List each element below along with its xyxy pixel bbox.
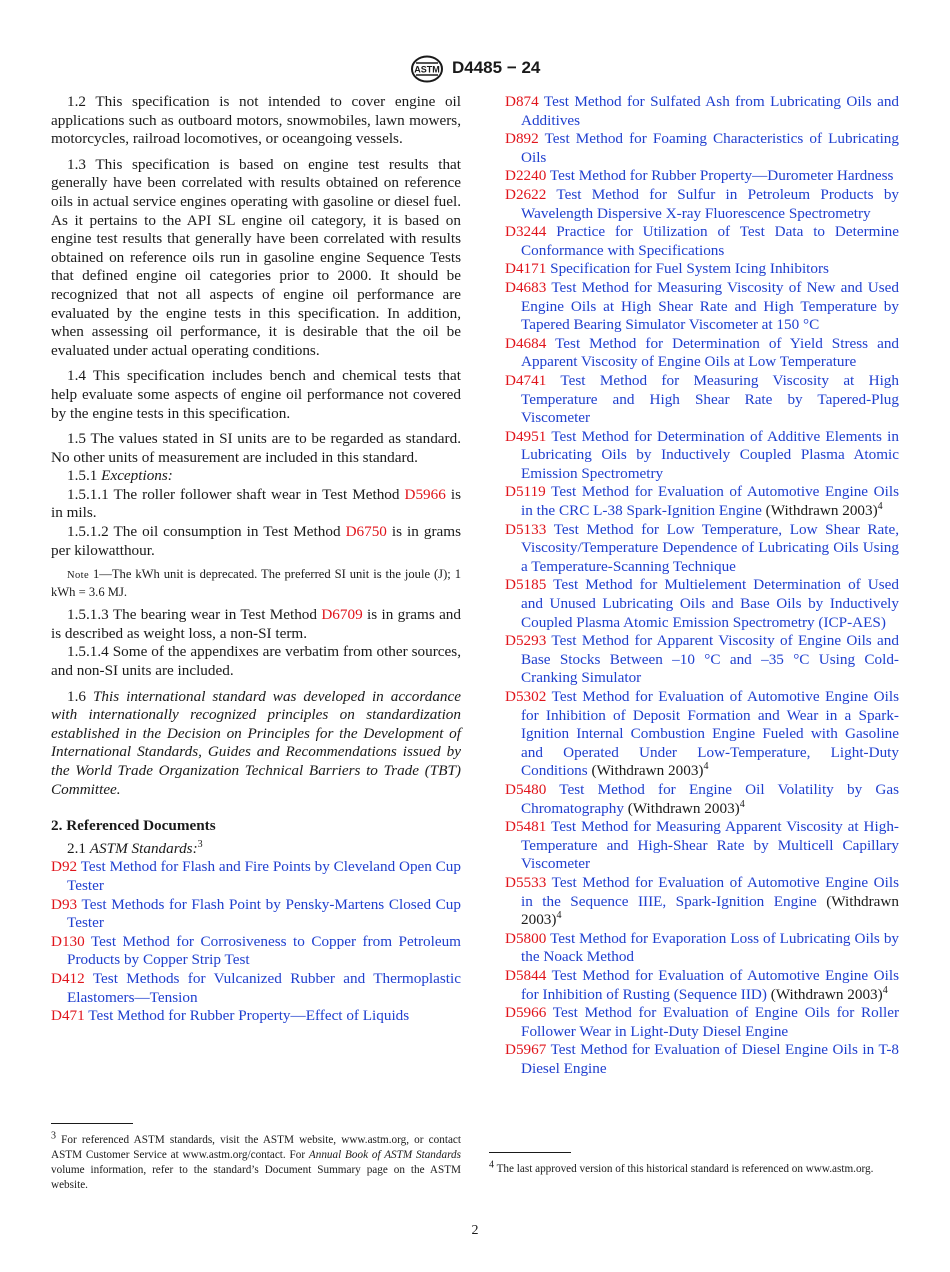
reference-code[interactable]: D130 (51, 932, 85, 950)
reference-title[interactable]: Test Method for Sulfated Ash from Lubricating Oils and Additives (521, 93, 900, 129)
reference-title[interactable]: Test Method for Apparent Viscosity of Engine Oils and Base Stocks Between –10 °C and –35 °C Using Cold-Cranking Simulator (521, 632, 899, 687)
paragraph-1-5-1-3-post: is in grams and is described as weight loss, a non-SI term. (51, 606, 461, 642)
reference-code[interactable]: D412 (51, 969, 85, 987)
note-1 (51, 566, 461, 600)
section-2-heading: 2. Referenced Documents (51, 817, 216, 835)
reference-item[interactable] (505, 130, 899, 167)
note-text: 1—The kWh unit is deprecated. The preferred SI unit is the joule (J); 1 kWh = 3.6 MJ. (51, 567, 461, 600)
reference-code[interactable]: D5533 (505, 873, 547, 891)
paragraph-1-5-1-1 (51, 486, 461, 523)
reference-item[interactable] (505, 781, 899, 818)
footnote-4-marker: 4 (489, 1159, 494, 1171)
withdrawn-note: (Withdrawn 2003) (521, 892, 899, 929)
reference-item[interactable] (505, 483, 899, 520)
reference-item[interactable] (505, 632, 899, 688)
withdrawn-note: (Withdrawn 2003) (761, 502, 878, 520)
footnote-3-italic: Annual Book of ASTM Standards (308, 1149, 461, 1161)
paragraph-2-1-text: ASTM Standards: (89, 839, 198, 857)
reference-code[interactable]: D4951 (505, 427, 547, 445)
paragraph-1-5-1-1-post: is in mils. (51, 485, 461, 522)
reference-item[interactable] (505, 335, 899, 372)
paragraph-1-5-1-2 (51, 523, 461, 560)
paragraph-2-1 (51, 840, 461, 859)
reference-item[interactable] (505, 818, 899, 874)
reference-title[interactable]: Test Method for Evaluation of Automotive Engine Oils for Inhibition of Rusting (Sequence IID) (521, 966, 899, 1003)
footnote-ref-4: 4 (703, 761, 709, 773)
reference-code[interactable]: D892 (505, 130, 539, 148)
left-column (51, 93, 461, 1026)
reference-code[interactable]: D5844 (505, 966, 547, 984)
reference-code[interactable]: D5481 (505, 818, 547, 836)
reference-code[interactable]: D5293 (505, 632, 547, 650)
paragraph-1-5-1-1-pre: 1.5.1.1 The roller follower shaft wear in Test Method (67, 485, 405, 503)
paragraph-1-5: 1.5 The values stated in SI units are to be regarded as standard. No other units of measurement are included in this standard. (51, 430, 461, 466)
reference-item[interactable] (505, 688, 899, 781)
reference-title[interactable]: Test Method for Multielement Determination of Used and Unused Lubricating Oils and Base Oils by Inductively Coupled Plasma Atomic Emission Spectrometry (ICP-AES) (521, 576, 899, 631)
reference-title[interactable]: Test Method for Evaluation of Diesel Engine Oils in T-8 Diesel Engine (521, 1041, 899, 1077)
reference-item[interactable] (505, 428, 899, 484)
logo-text: ASTM (414, 64, 440, 75)
reference-title[interactable]: Test Method for Measuring Viscosity of New and Used Engine Oils at High Shear Rate and High Temperature by Tapered Bearing Simulator Viscometer at 150 °C (521, 278, 899, 334)
paragraph-1-4: 1.4 This specification includes bench and chemical tests that help evaluate some aspects of engine oil performance not covered by the engine tests in this specification. (51, 367, 461, 422)
link-d6750[interactable]: D6750 (345, 523, 387, 541)
reference-code[interactable]: D874 (505, 93, 539, 110)
footnote-ref-4: 4 (882, 984, 888, 996)
left-reference-list (51, 858, 461, 1025)
reference-code[interactable]: D5966 (505, 1004, 547, 1022)
reference-title[interactable]: Test Method for Corrosiveness to Copper from Petroleum Products by Copper Strip Test (67, 932, 461, 969)
reference-title[interactable]: Test Method for Rubber Property—Effect of Liquids (88, 1007, 410, 1025)
paragraph-1-5-1-3-pre: 1.5.1.3 The bearing wear in Test Method (67, 606, 322, 624)
document-id: D4485 − 24 (452, 58, 541, 77)
withdrawn-note: (Withdrawn 2003) (766, 985, 883, 1003)
footnote-ref-4: 4 (739, 798, 745, 810)
reference-code[interactable]: D2240 (505, 167, 547, 185)
footnote-3 (51, 1130, 461, 1193)
reference-title[interactable]: Test Methods for Flash Point by Pensky-Martens Closed Cup Tester (67, 895, 461, 932)
footnote-divider-right (489, 1152, 571, 1153)
paragraph-1-6 (51, 688, 461, 800)
note-label: Note (67, 570, 90, 582)
reference-title[interactable]: Test Method for Low Temperature, Low Shear Rate, Viscosity/Temperature Dependence of Lubricating Oils Using a Temperature-Scanning Technique (521, 520, 900, 575)
reference-title[interactable]: Test Method for Flash and Fire Points by Cleveland Open Cup Tester (67, 858, 461, 894)
reference-item[interactable] (505, 967, 899, 1004)
reference-item[interactable] (505, 1041, 899, 1078)
reference-item[interactable] (51, 970, 461, 1007)
reference-code[interactable]: D5302 (505, 688, 547, 705)
reference-title[interactable]: Test Method for Evaluation of Engine Oils for Roller Follower Wear in Light-Duty Diesel Engine (521, 1004, 899, 1040)
reference-item[interactable] (505, 930, 899, 967)
reference-item[interactable] (505, 576, 899, 632)
reference-code[interactable]: D3244 (505, 223, 547, 241)
reference-item[interactable] (51, 858, 461, 895)
paragraph-1-5-1 (51, 467, 461, 486)
reference-title[interactable]: Test Method for Measuring Apparent Viscosity at High-Temperature and High-Shear Rate by Multicell Capillary Viscometer (521, 818, 899, 873)
reference-title[interactable]: Test Method for Determination of Additive Elements in Lubricating Oils by Inductively Coupled Plasma Atomic Emission Spectrometry (521, 427, 899, 482)
reference-code[interactable]: D471 (51, 1007, 85, 1025)
astm-logo-icon (408, 55, 446, 83)
reference-item[interactable] (505, 874, 899, 930)
reference-code[interactable]: D5133 (505, 520, 547, 538)
reference-title[interactable]: Test Methods for Vulcanized Rubber and Thermoplastic Elastomers—Tension (67, 969, 461, 1006)
reference-item[interactable] (505, 521, 899, 577)
footnote-ref-4: 4 (556, 910, 562, 922)
footnote-3-pre: For referenced ASTM standards, visit the ASTM website, www.astm.org, or contact ASTM Customer Service at www.astm.org/contact. For (51, 1134, 461, 1161)
reference-title[interactable]: Test Method for Measuring Viscosity at High Temperature and High Shear Rate by Tapered-Plug Viscometer (521, 371, 899, 427)
reference-item[interactable] (505, 93, 899, 130)
reference-code[interactable]: D4683 (505, 278, 547, 296)
reference-code[interactable]: D4171 (505, 260, 547, 278)
reference-item[interactable] (505, 167, 899, 186)
reference-code[interactable]: D5967 (505, 1041, 547, 1059)
paragraph-1-6-text: This international standard was developed in accordance with internationally recognized principles on standardization established in the Decision on Principles for the Development of International Standards, Guides and Recommendations issued by the World Trade Organization Technical Barriers to Trade (TBT) Committee. (51, 687, 462, 798)
reference-title[interactable]: Test Method for Sulfur in Petroleum Products by Wavelength Dispersive X-ray Fluorescence Spectrometry (521, 185, 900, 222)
reference-title[interactable]: Test Method for Determination of Yield Stress and Apparent Viscosity of Engine Oils at Low Temperature (521, 334, 900, 371)
reference-item[interactable] (505, 1004, 899, 1041)
reference-title[interactable]: Test Method for Evaluation of Automotive Engine Oils in the Sequence IIIE, Spark-Ignition Engine (521, 873, 899, 910)
reference-code[interactable]: D4741 (505, 371, 547, 389)
paragraph-2-1-number: 2.1 (67, 839, 86, 857)
reference-code[interactable]: D2622 (505, 185, 547, 203)
paragraph-1-6-number: 1.6 (67, 687, 86, 705)
reference-code[interactable]: D5480 (505, 780, 547, 798)
reference-title[interactable]: Test Method for Evaluation of Automotive Engine Oils in the CRC L-38 Spark-Ignition Engine (521, 483, 899, 520)
reference-title[interactable]: Test Method for Rubber Property—Durometer Hardness (549, 167, 894, 185)
reference-item[interactable] (51, 896, 461, 933)
footnote-3-post: volume information, refer to the standard’s Document Summary page on the ASTM website. (51, 1164, 461, 1191)
footnote-4 (489, 1159, 899, 1177)
footnote-ref-4: 4 (877, 501, 883, 512)
right-column (505, 93, 899, 1078)
footnote-divider-left (51, 1123, 133, 1124)
paragraph-1-5-1-2-pre: 1.5.1.2 The oil consumption in Test Method (67, 523, 346, 541)
reference-code[interactable]: D92 (51, 858, 78, 876)
reference-item[interactable] (51, 1007, 461, 1026)
reference-code[interactable]: D93 (51, 895, 78, 913)
right-reference-list (505, 93, 899, 1078)
reference-item[interactable] (505, 279, 899, 335)
reference-code[interactable]: D4684 (505, 334, 547, 352)
page-header (0, 55, 950, 85)
reference-title[interactable]: Test Method for Evaluation of Automotive Engine Oils for Inhibition of Deposit Formation and Wear in a Spark-Ignition Internal Combustion Engine Fueled with Gasoline and Operated Under Low-Temperature, Light-Duty Conditions (521, 688, 899, 780)
reference-title[interactable]: Specification for Fuel System Icing Inhibitors (550, 260, 829, 278)
reference-item[interactable] (505, 186, 899, 223)
reference-item[interactable] (505, 223, 899, 260)
reference-code[interactable]: D5119 (505, 483, 546, 501)
footnote-4-text: The last approved version of this historical standard is referenced on www.astm.org. (494, 1163, 874, 1175)
paragraph-1-5-1-4: 1.5.1.4 Some of the appendixes are verbatim from other sources, and non-SI units are included. (51, 643, 461, 680)
reference-code[interactable]: D5800 (505, 929, 547, 947)
reference-item[interactable] (51, 933, 461, 970)
reference-code[interactable]: D5185 (505, 576, 547, 594)
withdrawn-note: (Withdrawn 2003) (623, 799, 740, 817)
withdrawn-note: (Withdrawn 2003) (587, 762, 704, 780)
footnote-ref-3: 3 (197, 838, 203, 850)
footnote-3-marker: 3 (51, 1130, 56, 1142)
reference-item[interactable] (505, 372, 899, 428)
page-number: 2 (471, 1223, 479, 1238)
paragraph-1-5-1-text: Exceptions: (101, 467, 173, 485)
reference-title[interactable]: Practice for Utilization of Test Data to Determine Conformance with Specifications (521, 223, 899, 259)
reference-title[interactable]: Test Method for Foaming Characteristics of Lubricating Oils (521, 130, 899, 166)
paragraph-1-2: 1.2 This specification is not intended to cover engine oil applications such as outboard motors, snowmobiles, lawn mowers, motorcycles, railroad locomotives, or oceangoing vessels. (51, 93, 461, 148)
paragraph-1-5-1-2-post: is in grams per kilowatthour. (51, 523, 461, 559)
link-d6709[interactable]: D6709 (321, 606, 363, 624)
paragraph-1-5-1-number: 1.5.1 (67, 467, 98, 485)
paragraph-1-5-1-3 (51, 606, 461, 643)
reference-item[interactable] (505, 260, 899, 279)
reference-title[interactable]: Test Method for Evaporation Loss of Lubricating Oils by the Noack Method (521, 929, 900, 966)
link-d5966[interactable]: D5966 (404, 485, 446, 503)
reference-title[interactable]: Test Method for Engine Oil Volatility by Gas Chromatography (521, 780, 899, 817)
paragraph-1-3: 1.3 This specification is based on engine test results that generally have been correlated with results obtained on reference oils in actual service engines operating with gasoline or diesel fuel. As it pertains to the API SL engine oil category, it is based on engine test results that generally have been correlated with results obtained on reference oils run in gasoline engine Sequence Tests that defined engine oil categories prior to 2000. It should be recognized that not all aspects of engine oil performance are evaluated by the engine tests in this specification. In addition, when assessing oil performance, it is desirable that the oil be evaluated under actual operating conditions. (51, 155, 461, 359)
